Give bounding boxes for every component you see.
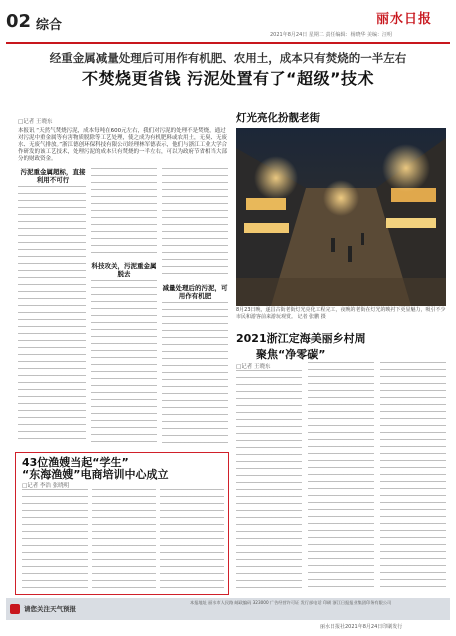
- body-column-2b: [91, 280, 157, 444]
- main-kicker: 经重金属减量处理后可用作有机肥、农用土，成本只有焚烧的一半左右: [49, 51, 407, 65]
- subhead-3: 科技攻关，污泥重金属脱去: [91, 262, 157, 278]
- photo-headline: 灯光亮化扮靓老街: [236, 112, 320, 124]
- page-number: 02: [6, 11, 32, 32]
- subhead-2: 减量处理后的污泥，可用作有机肥: [162, 284, 228, 300]
- boxed-column-2: [92, 489, 156, 591]
- boxed-column-3: [160, 489, 224, 591]
- boxed-column-1: [22, 489, 88, 591]
- story2-title-line2: 聚焦“净零碳”: [256, 348, 326, 361]
- story2-byline: □记者 王晓东: [236, 364, 271, 370]
- story2-title-line1: 2021浙江定海美丽乡村周: [236, 332, 366, 345]
- header-rule: [6, 42, 450, 44]
- story2-column-1: [236, 370, 302, 592]
- section-name: 综合: [36, 18, 63, 33]
- body-column-1: [18, 186, 86, 444]
- body-column-3b: [162, 302, 228, 444]
- header-info: 2021年8月24日 星期二 责任编辑：杨晓华 美编：汪明: [270, 32, 393, 38]
- subhead-1: 污泥重金属超标，直接利用不可行: [20, 168, 86, 184]
- footer-print-date: 丽水日报社2021年8月24日印刷发行: [320, 624, 403, 630]
- main-lead: 本报讯 “天然气焚烧污泥，成本每吨在600元左右，我们对污泥的处理不是焚烧，通过对污泥中重金属等有害物质脱除等工艺处理，使之成为有机肥料或农用土，无臭、无废水、无废气排放。”浙江德创环保科技有限公司经理林军德表示，他们与浙江工业大学合作研发的该工艺技术，处理污泥的成本只有焚烧的一半左右，可以为政府节省相当大部分的财政资金。: [18, 128, 228, 162]
- body-column-3a: [162, 168, 228, 280]
- street-night-photo: [236, 128, 446, 306]
- weather-icon: [10, 604, 20, 614]
- newspaper-logo: 丽水日报: [376, 12, 433, 27]
- main-byline: □记者 王晓东: [18, 119, 53, 125]
- story2-column-2: [308, 362, 374, 592]
- body-column-2a: [91, 168, 157, 258]
- footer-ad-text: 请您关注天气预报: [24, 605, 76, 613]
- boxed-story-title-line2: “东海渔嫂”电商培训中心成立: [22, 468, 169, 481]
- photo-caption: 8月23日晚，遂昌古街老街灯光亮化工程完工，夜晚的老街在灯光的映衬下更显魅力，吸引不少市民和游客前来游玩观赏。 记者 张鹏 摄: [236, 307, 446, 320]
- main-headline: 不焚烧更省钱 污泥处置有了“超级”技术: [81, 69, 375, 88]
- boxed-story-title-line1: 43位渔嫂当起“学生”: [22, 456, 129, 469]
- boxed-story-byline: □记者 李浩 张晓明: [22, 483, 70, 489]
- story2-column-3: [380, 362, 446, 592]
- footer-notice: 本报地址 丽水市人民路 邮政编码 323000 广告经营许可证 发行部电话 印刷 浙江日报报业集团印务有限公司: [190, 600, 392, 605]
